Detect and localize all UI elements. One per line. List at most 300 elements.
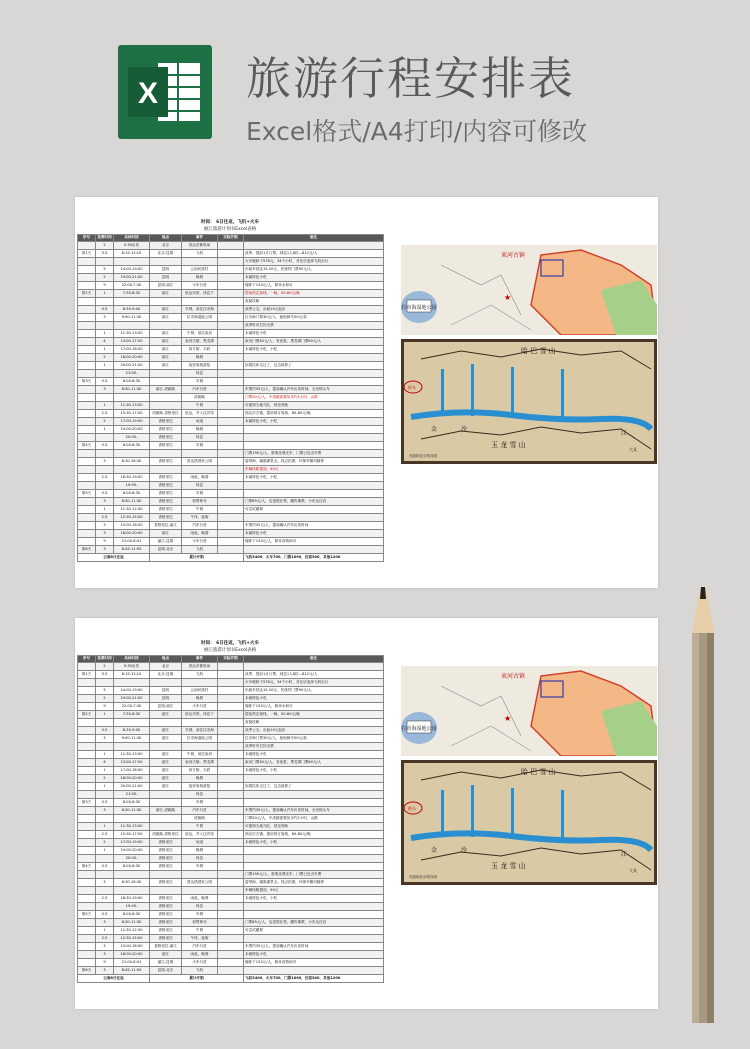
table-cell: 第5天	[78, 911, 96, 919]
table-cell: 8:30-11:30	[114, 498, 150, 506]
table-cell: 香格里拉	[150, 863, 182, 871]
table-cell: 如果挂体走过了，这边就算了	[244, 783, 384, 791]
table-cell: 0.5	[96, 306, 114, 314]
table-cell	[218, 847, 244, 855]
table-cell: 如果挂体走过了，这边就算了	[244, 362, 384, 370]
table-cell: 本地特色小吃，小吃	[244, 839, 384, 847]
table-row	[78, 943, 384, 951]
table-cell	[244, 354, 384, 362]
table-cell	[218, 831, 244, 839]
table-cell: 丽江	[150, 314, 182, 322]
table-cell: 淡季时有打折出票	[244, 743, 384, 751]
table-cell: 2.5	[96, 410, 114, 418]
table-cell	[182, 743, 218, 751]
table-cell: 丽江	[150, 735, 182, 743]
table-cell: 可雇佣当地马匹，抵至虎峡	[244, 823, 384, 831]
table-cell: 淡季，提前1月订票，到昆1人8折—812元/人	[244, 671, 384, 679]
table-cell: 闲逛	[182, 839, 218, 847]
table-cell	[150, 258, 182, 266]
table-cell	[218, 490, 244, 498]
table-cell: 晚餐	[182, 775, 218, 783]
table-cell	[218, 719, 244, 727]
table-cell	[218, 426, 244, 434]
table-cell: 飞机	[182, 671, 218, 679]
table-cell: 午餐，前往束河	[182, 751, 218, 759]
table-row	[78, 490, 384, 498]
table-cell: 0.5	[96, 490, 114, 498]
town-label: 束河古镇	[501, 252, 526, 259]
table-cell: 香格里拉	[150, 458, 182, 466]
table-row	[78, 242, 384, 250]
table-cell: 香格里拉-丽江	[150, 943, 182, 951]
table-cell	[78, 775, 96, 783]
table-cell: 门票50元/人，中虎跳需要徒步约1小时，山路	[244, 815, 384, 823]
table-cell: 第6天	[78, 546, 96, 554]
trek-map	[401, 339, 657, 464]
table-cell: 本地特色小吃	[244, 530, 384, 538]
table-cell	[218, 298, 244, 306]
table-cell: 3	[96, 314, 114, 322]
table-row	[78, 274, 384, 282]
table-cell	[218, 839, 244, 847]
table-row	[78, 258, 384, 266]
table-cell: 17:00-18:00	[114, 346, 150, 354]
column-header: 实际开销	[218, 656, 244, 663]
table-cell: 丽江	[150, 759, 182, 767]
town-label: 束河古镇	[501, 673, 526, 680]
table-cell	[78, 839, 96, 847]
table-cell	[218, 919, 244, 927]
table-cell: 四方街，木府	[182, 346, 218, 354]
table-cell	[96, 298, 114, 306]
table-cell: 早餐，前往拉市海	[182, 306, 218, 314]
table-cell	[218, 370, 244, 378]
table-cell: 拉市海湿地公园	[182, 314, 218, 322]
table-cell: 硬卧下153元/人，简单食物和可	[244, 959, 384, 967]
table-cell	[150, 322, 182, 330]
table-cell: 火车行进	[182, 959, 218, 967]
table-cell	[78, 679, 96, 687]
column-header: 备注	[244, 235, 384, 242]
table-cell: 15:00-18:00	[114, 522, 150, 530]
table-cell	[244, 935, 384, 943]
table-cell	[78, 919, 96, 927]
table-cell: 独克宗古镇，提前预订客栈，60-80元/晚	[244, 410, 384, 418]
table-cell	[218, 290, 244, 298]
table-cell	[244, 799, 384, 807]
table-row	[78, 466, 384, 474]
table-cell	[244, 482, 384, 490]
table-row	[78, 474, 384, 482]
table-cell: 12:30-15:00	[114, 514, 150, 522]
table-cell: 13:00-17:00	[114, 759, 150, 767]
table-cell: 云南民族村	[182, 266, 218, 274]
table-row	[78, 394, 384, 402]
table-cell	[78, 791, 96, 799]
mountain-label-1: 哈 巴 雪 山	[521, 768, 556, 776]
table-row	[78, 338, 384, 346]
table-row	[78, 530, 384, 538]
table-cell: 早餐	[182, 490, 218, 498]
table-cell: 提前预定客栈，一晚，50-80元/晚	[244, 711, 384, 719]
lake-label: 拉市海湿地公园	[401, 305, 437, 311]
table-cell: 休息	[182, 903, 218, 911]
table-cell: 17:00-19:00	[114, 839, 150, 847]
table-cell	[114, 719, 150, 727]
column-header: 地点	[150, 656, 182, 663]
table-cell: 香格里拉	[150, 847, 182, 855]
table-cell: 3.5	[96, 671, 114, 679]
table-cell	[218, 282, 244, 290]
column-header: 事件	[182, 235, 218, 242]
table-cell: 可尝试藏餐	[244, 506, 384, 514]
table-cell	[96, 258, 114, 266]
table-cell	[78, 362, 96, 370]
table-cell	[244, 442, 384, 450]
table-cell	[78, 727, 96, 735]
table-cell	[150, 887, 182, 895]
table-cell	[150, 394, 182, 402]
table-cell: 1	[96, 711, 114, 719]
table-cell	[78, 498, 96, 506]
table-cell: 0.5	[96, 727, 114, 735]
table-row	[78, 927, 384, 935]
table-cell	[78, 402, 96, 410]
table-cell: 昆明	[150, 695, 182, 703]
column-header: 花费时间	[96, 235, 114, 242]
table-cell	[114, 322, 150, 330]
table-cell	[78, 783, 96, 791]
table-cell: 8:30-11:30	[114, 919, 150, 927]
table-cell: 昆明-丽江	[150, 282, 182, 290]
table-cell: 3	[96, 498, 114, 506]
table-cell: 15:00-18:00	[114, 943, 150, 951]
table-cell	[218, 546, 244, 554]
table-cell	[78, 522, 96, 530]
table-row	[78, 863, 384, 871]
table-row	[78, 298, 384, 306]
table-row	[78, 450, 384, 458]
table-row	[78, 386, 384, 394]
table-cell: 丽江	[150, 775, 182, 783]
table-cell: 7:30-8:30	[114, 290, 150, 298]
table-cell: 2	[96, 663, 114, 671]
table-cell: 早餐	[182, 911, 218, 919]
table-cell: 1	[96, 346, 114, 354]
table-cell: 1	[96, 426, 114, 434]
table-cell	[150, 402, 182, 410]
table-cell	[218, 927, 244, 935]
table-cell: 8:45-11:55	[114, 967, 150, 975]
table-cell	[96, 855, 114, 863]
table-cell	[114, 298, 150, 306]
table-cell: 火车行进	[182, 538, 218, 546]
table-cell	[78, 482, 96, 490]
table-cell: 火车行进	[182, 282, 218, 290]
table-cell: 门票85元/人，也是很壮观，藏传佛教，小布达拉宫	[244, 498, 384, 506]
table-cell	[218, 498, 244, 506]
table-cell: 飞机	[182, 250, 218, 258]
table-cell	[78, 410, 96, 418]
sheet-subtitle: 丽江旅游计划书Excel表格	[203, 648, 257, 653]
table-cell: 查阅攻略	[244, 719, 384, 727]
table-cell: 2	[96, 242, 114, 250]
table-cell: 北京-昆明	[150, 250, 182, 258]
table-cell	[218, 250, 244, 258]
table-row	[78, 799, 384, 807]
table-cell: 车辆线路提前，50元	[244, 466, 384, 474]
table-cell	[78, 743, 96, 751]
table-cell	[78, 823, 96, 831]
table-cell: 本地特色小吃	[244, 330, 384, 338]
table-cell: 4	[96, 338, 114, 346]
table-cell: 丽江	[150, 330, 182, 338]
table-cell	[244, 514, 384, 522]
table-cell: 0.5	[96, 799, 114, 807]
table-cell	[78, 274, 96, 282]
table-row	[78, 839, 384, 847]
column-header: 花费时间	[96, 656, 114, 663]
table-cell: 汽车行进	[182, 807, 218, 815]
table-row	[78, 434, 384, 442]
table-cell: 8:00-8:30	[114, 378, 150, 386]
table-cell	[78, 807, 96, 815]
table-cell: 香格里拉	[150, 426, 182, 434]
table-row	[78, 370, 384, 378]
total-mid: 累计开销	[150, 554, 244, 562]
table-cell: 北京-昆明	[150, 671, 182, 679]
table-cell: 出租车抵达15-20元，民族村门票90元/人	[244, 687, 384, 695]
table-cell: 13:00-17:00	[114, 338, 150, 346]
table-cell: 3	[96, 522, 114, 530]
table-row	[78, 378, 384, 386]
table-cell: 碧塔海，属都湖景点。抓点拍照，环保车随叫随停	[244, 879, 384, 887]
table-cell: 3	[96, 879, 114, 887]
table-cell	[114, 679, 150, 687]
table-cell: 第3天	[78, 378, 96, 386]
table-cell: 拉市海门票30元/人，租船骑马50元/条	[244, 314, 384, 322]
table-cell: 本地特色小吃	[244, 695, 384, 703]
table-cell: 丽江	[150, 362, 182, 370]
table-cell	[96, 791, 114, 799]
table-cell	[78, 735, 96, 743]
table-cell	[218, 394, 244, 402]
table-cell	[218, 474, 244, 482]
table-cell: 提前预定客栈，一晚，50-80元/晚	[244, 290, 384, 298]
table-cell: 午餐，前往束河	[182, 330, 218, 338]
column-header: 序号	[78, 235, 96, 242]
table-cell: 门票50元/人，中虎跳需要徒步约1小时，山路	[244, 394, 384, 402]
table-cell	[244, 791, 384, 799]
table-row	[78, 735, 384, 743]
table-cell	[218, 959, 244, 967]
table-cell	[218, 663, 244, 671]
table-cell	[218, 458, 244, 466]
table-cell	[96, 322, 114, 330]
table-cell: 拉市海门票30元/人，租船骑马50元/条	[244, 735, 384, 743]
table-cell: 16:30-19:00	[114, 474, 150, 482]
table-cell: 昆明	[150, 687, 182, 695]
table-cell	[78, 935, 96, 943]
table-cell: 3	[96, 951, 114, 959]
table-row	[78, 711, 384, 719]
table-cell	[244, 663, 384, 671]
river-label-2: 沙	[461, 426, 468, 433]
table-cell: 丽江	[150, 530, 182, 538]
table-cell: 淡季公交，出租10元起步	[244, 306, 384, 314]
table-cell	[218, 402, 244, 410]
sheet-title: 时间： 6日往返，飞机+火车	[201, 641, 259, 646]
table-cell: 本地特色小吃，小吃	[244, 767, 384, 775]
table-cell: 2.5	[96, 831, 114, 839]
table-cell: 香格里拉-丽江	[150, 522, 182, 530]
table-cell	[96, 815, 114, 823]
table-cell	[182, 258, 218, 266]
start-label: 桥头	[408, 385, 416, 390]
table-cell: 夜里客栈游览	[182, 783, 218, 791]
table-cell	[78, 687, 96, 695]
table-cell	[244, 370, 384, 378]
table-cell: 淡季，提前1月订票，到昆1人8折—812元/人	[244, 250, 384, 258]
table-cell	[218, 514, 244, 522]
table-cell: 休息	[182, 370, 218, 378]
lake-label: 拉市海湿地公园	[401, 726, 437, 732]
table-cell	[182, 887, 218, 895]
table-cell	[78, 458, 96, 466]
table-cell: 抵达，并入住宾馆	[182, 831, 218, 839]
table-cell	[218, 466, 244, 474]
table-cell: 8:30-16:30	[114, 879, 150, 887]
table-cell	[78, 663, 96, 671]
table-cell	[182, 322, 218, 330]
table-cell	[78, 282, 96, 290]
table-row	[78, 306, 384, 314]
table-row	[78, 703, 384, 711]
table-cell: 早餐	[182, 863, 218, 871]
table-cell: 早餐	[182, 378, 218, 386]
table-cell: 8:00-8:30	[114, 911, 150, 919]
table-cell: 车票约35元/人，提前确认汽车出发时间，全至桥头车	[244, 386, 384, 394]
table-cell: 晚餐	[182, 426, 218, 434]
table-cell	[244, 775, 384, 783]
table-row	[78, 314, 384, 322]
table-row	[78, 330, 384, 338]
table-cell: 1	[96, 823, 114, 831]
table-cell: 本地特色小吃，小吃	[244, 346, 384, 354]
table-cell	[78, 759, 96, 767]
table-cell: 香格里拉	[150, 498, 182, 506]
table-cell: 21:00-6:01	[114, 538, 150, 546]
table-cell: 昆明-北京	[150, 546, 182, 554]
table-row	[78, 783, 384, 791]
mountain-label-2: 玉 龙 雪 山	[491, 862, 526, 870]
table-cell	[114, 450, 150, 458]
table-cell: 3	[96, 735, 114, 743]
table-cell: 车票约35元/人，提前确认汽车出发时间	[244, 522, 384, 530]
table-row	[78, 418, 384, 426]
table-cell	[150, 871, 182, 879]
total-note: 飞机3400，火车700，门票1090，住宿300，其他1200	[244, 975, 384, 983]
table-row	[78, 967, 384, 975]
table-cell	[218, 783, 244, 791]
table-cell: 昆明-北京	[150, 967, 182, 975]
table-cell: 丽江	[150, 751, 182, 759]
table-cell	[78, 338, 96, 346]
table-cell: 午休，逛街	[182, 935, 218, 943]
table-cell	[218, 362, 244, 370]
table-cell	[78, 354, 96, 362]
table-cell: 香格里拉	[150, 895, 182, 903]
table-cell: 17:00-19:00	[114, 418, 150, 426]
table-cell: 19:00-	[114, 482, 150, 490]
table-cell: 门票190元/人，需乘坐观光车，门票已包含车费	[244, 871, 384, 879]
table-cell	[218, 242, 244, 250]
table-cell	[218, 791, 244, 799]
table-cell	[218, 967, 244, 975]
table-cell: 独克宗古镇，提前预订客栈，60-80元/晚	[244, 831, 384, 839]
table-row	[78, 951, 384, 959]
table-cell	[114, 394, 150, 402]
table-cell: 8:45-11:55	[114, 546, 150, 554]
table-cell: 12:30-15:00	[114, 935, 150, 943]
table-cell: 3	[96, 546, 114, 554]
table-cell	[218, 807, 244, 815]
table-cell: 本地特色小吃	[244, 951, 384, 959]
total-row	[78, 554, 384, 562]
total-row	[78, 975, 384, 983]
table-cell	[218, 482, 244, 490]
itinerary-table	[77, 234, 384, 562]
table-cell: 11:30-12:30	[114, 927, 150, 935]
table-row	[78, 322, 384, 330]
table-cell	[218, 767, 244, 775]
table-cell: 本地特色小吃，小吃	[244, 418, 384, 426]
table-cell: 8:15-13:10	[114, 250, 150, 258]
table-cell: 闲逛，晚餐	[182, 895, 218, 903]
table-cell: 第4天	[78, 863, 96, 871]
column-header: 地点	[150, 235, 182, 242]
table-cell	[218, 703, 244, 711]
table-cell: 2.5	[96, 895, 114, 903]
total-label: 云南6日往返	[78, 554, 150, 562]
table-cell: 11:30-13:00	[114, 402, 150, 410]
table-row	[78, 727, 384, 735]
table-cell: 晚餐	[182, 274, 218, 282]
table-cell: 3	[96, 530, 114, 538]
table-cell: 1	[96, 767, 114, 775]
table-cell: 18:00-20:00	[114, 775, 150, 783]
table-cell: 休息	[182, 855, 218, 863]
table-cell: 香格里拉	[150, 935, 182, 943]
city-label: 大具	[629, 868, 637, 873]
table-cell	[78, 767, 96, 775]
table-cell	[114, 887, 150, 895]
table-cell: 香格里拉	[150, 442, 182, 450]
table-cell	[218, 338, 244, 346]
table-cell: 香格里拉	[150, 434, 182, 442]
table-row	[78, 498, 384, 506]
table-cell	[218, 775, 244, 783]
table-cell	[218, 258, 244, 266]
table-cell: 22:00-7:30	[114, 282, 150, 290]
table-cell: 本地特色小吃	[244, 274, 384, 282]
table-cell: 5:30出发	[114, 663, 150, 671]
table-cell	[182, 466, 218, 474]
river-label-3: 江	[621, 430, 628, 437]
table-cell	[218, 727, 244, 735]
table-cell: 淡季公交，出租10元起步	[244, 727, 384, 735]
table-cell	[78, 394, 96, 402]
